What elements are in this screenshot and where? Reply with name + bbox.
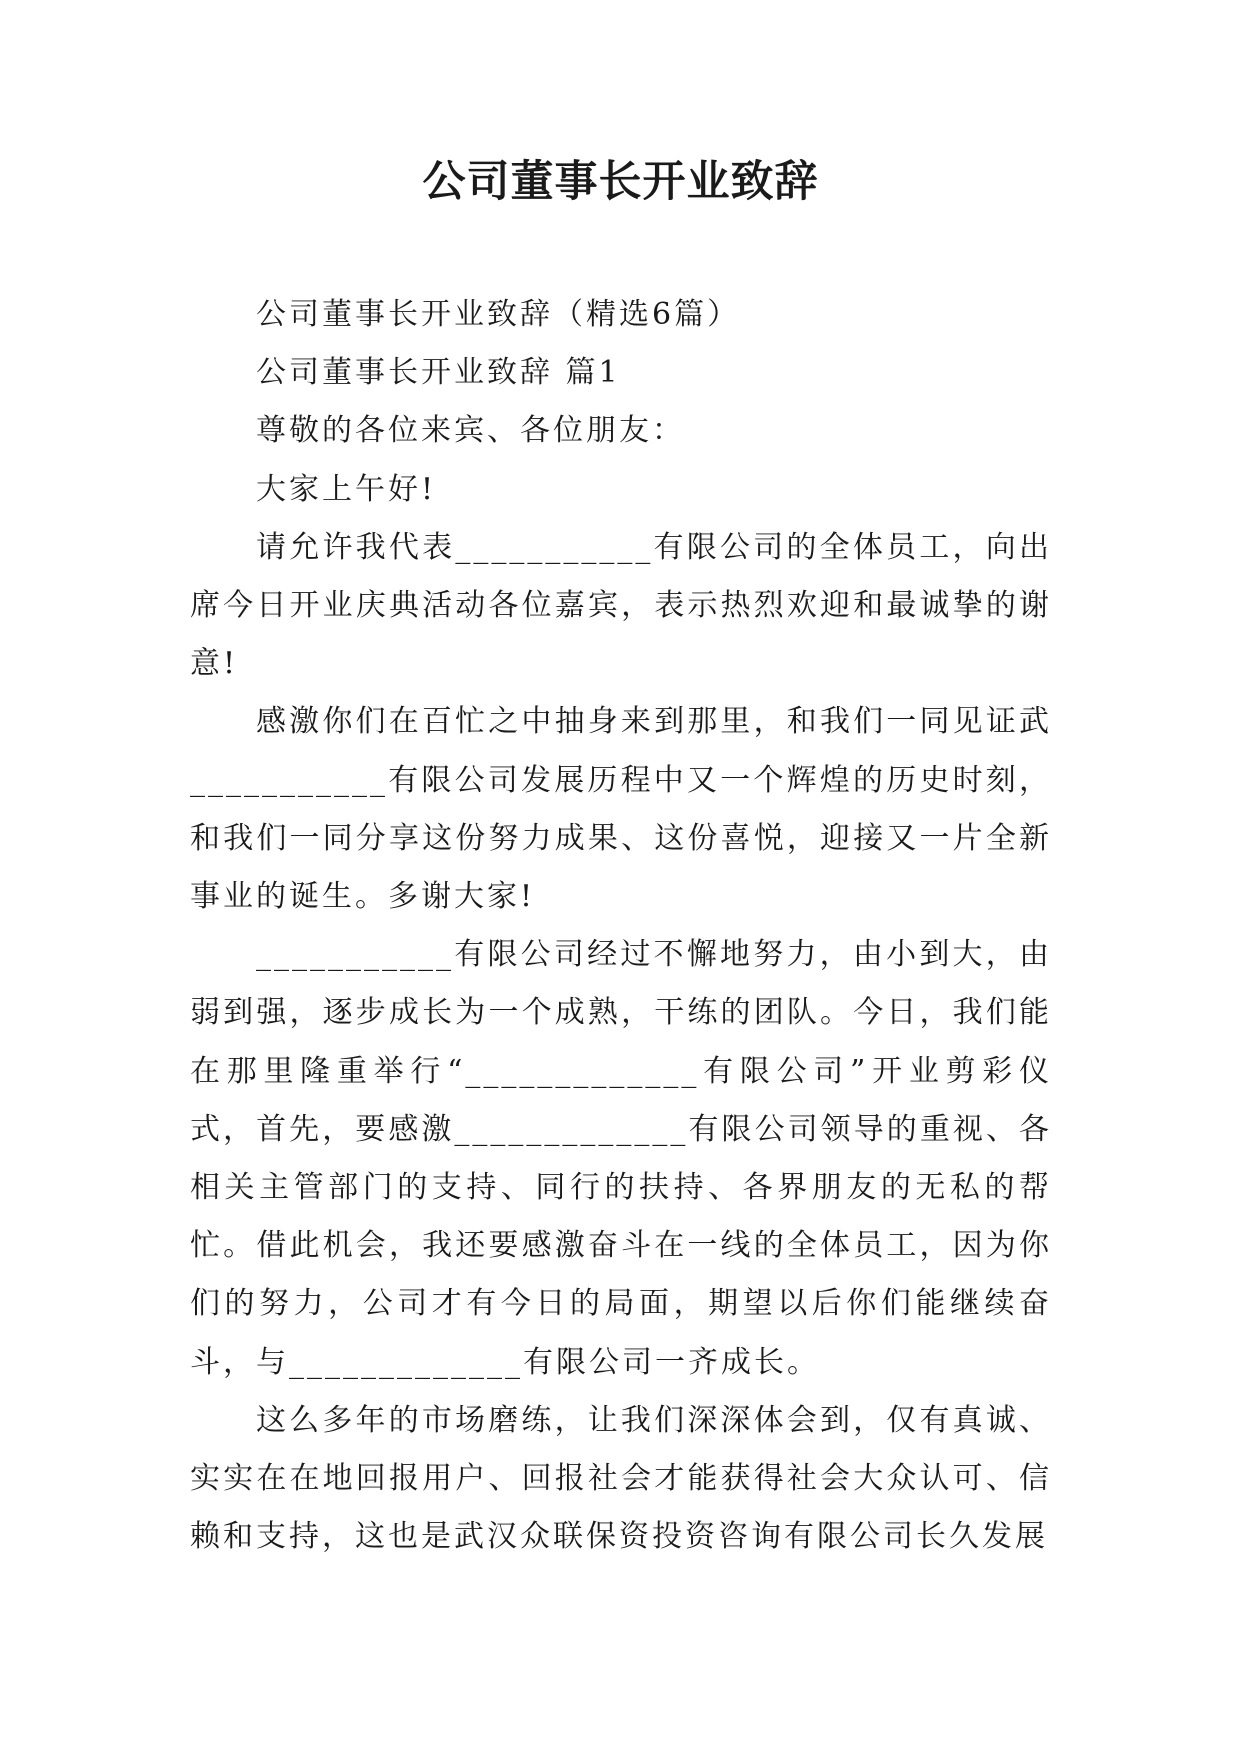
paragraph: 请允许我代表___________有限公司的全体员工，向出席今日开业庆典活动各位嘉宾，表示热烈欢迎和最诚挚的谢意! <box>190 529 1052 682</box>
document-body <box>190 286 1052 1566</box>
paragraph-salutation: 尊敬的各位来宾、各位朋友： <box>256 413 685 449</box>
paragraph: ___________有限公司经过不懈地努力，由小到大，由弱到强，逐步成长为一个成熟，干练的团队。今日，我们能在那里隆重举行“_____________有限公司”开业剪彩仪式，首先，要感激_____________有限公司领导的重视、各相关主管部门的支持、同行的扶持、各界朋友的无私的帮忙。借此机会，我还要感激奋斗在一线的全体员工，因为你们的努力，公司才有今日的局面，期望以后你们能继续奋斗，与_____________有限公司一齐成长。 <box>190 937 1052 1380</box>
paragraph-greeting: 大家上午好! <box>256 471 437 507</box>
paragraph: 感激你们在百忙之中抽身来到那里，和我们一同见证武___________有限公司发展历程中又一个辉煌的历史时刻，和我们一同分享这份努力成果、这份喜悦，迎接又一片全新事业的诞生。多谢大家! <box>190 704 1052 915</box>
paragraph: 这么多年的市场磨练，让我们深深体会到，仅有真诚、实实在在地回报用户、回报社会才能获得社会大众认可、信赖和支持，这也是武汉众联保资投资咨询有限公司长久发展 <box>190 1402 1052 1555</box>
paragraph-subtitle: 公司董事长开业致辞（精选6篇） <box>256 297 741 332</box>
paragraph-section-heading: 公司董事长开业致辞 篇1 <box>256 355 621 391</box>
document-title: 公司董事长开业致辞 <box>422 157 819 207</box>
